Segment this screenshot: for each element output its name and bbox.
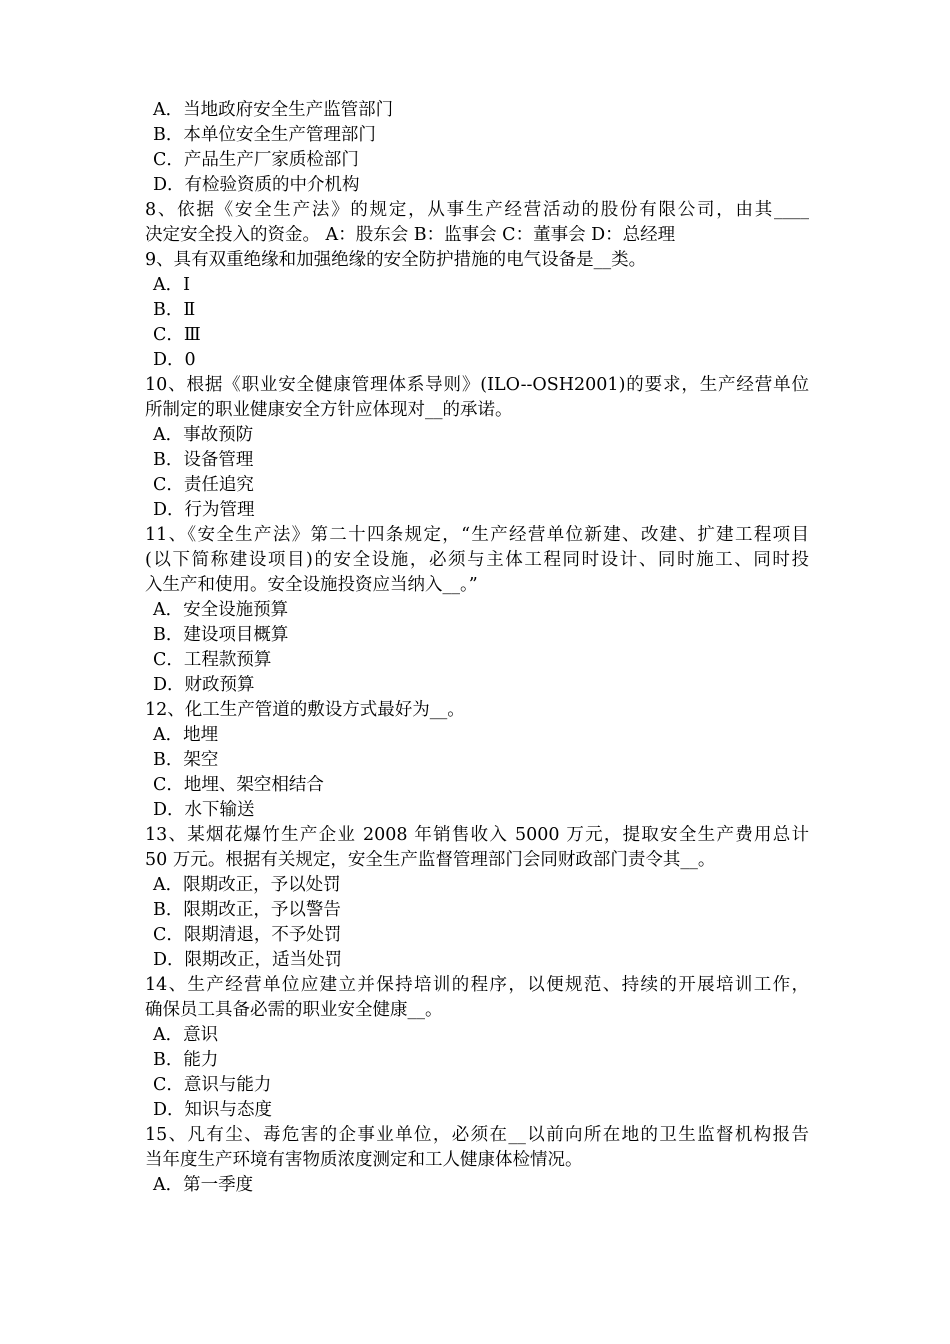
answer-option: D．有检验资质的中介机构 <box>153 175 360 195</box>
answer-option: A．地埋 <box>153 725 219 745</box>
answer-option: A．事故预防 <box>153 425 254 445</box>
answer-option: C．Ⅲ <box>153 325 201 345</box>
question-text: 所制定的职业健康安全方针应体现对__的承诺。 <box>145 400 513 420</box>
question-text: 9、具有双重绝缘和加强绝缘的安全防护措施的电气设备是__类。 <box>145 250 647 270</box>
answer-option: D．财政预算 <box>153 675 255 695</box>
question-text: 14、生产经营单位应建立并保持培训的程序，以便规范、持续的开展培训工作， <box>145 975 809 995</box>
answer-option: B．限期改正，予以警告 <box>153 900 341 920</box>
answer-option: C．产品生产厂家质检部门 <box>153 150 359 170</box>
question-text: 10、根据《职业安全健康管理体系导则》(ILO--OSH2001)的要求，生产经营单位 <box>145 375 809 395</box>
exam-text <box>145 98 809 1198</box>
answer-option: C．地埋、架空相结合 <box>153 775 324 795</box>
question-text: 50 万元。根据有关规定，安全生产监督管理部门会同财政部门责令其__。 <box>145 850 716 870</box>
answer-option: A．限期改正，予以处罚 <box>153 875 341 895</box>
answer-option: A．意识 <box>153 1025 219 1045</box>
question-text: 确保员工具备必需的职业安全健康__。 <box>145 1000 443 1020</box>
answer-option: A．当地政府安全生产监管部门 <box>153 100 394 120</box>
question-text: 11、《安全生产法》第二十四条规定，“生产经营单位新建、改建、扩建工程项目 <box>145 525 809 545</box>
answer-option: C．责任追究 <box>153 475 254 495</box>
question-text: 8、依据《安全生产法》的规定，从事生产经营活动的股份有限公司，由其____ <box>145 200 809 220</box>
answer-option: B．本单位安全生产管理部门 <box>153 125 376 145</box>
question-text: 15、凡有尘、毒危害的企事业单位，必须在__以前向所在地的卫生监督机构报告 <box>145 1125 809 1145</box>
answer-option: B．建设项目概算 <box>153 625 289 645</box>
answer-option: B．能力 <box>153 1050 219 1070</box>
question-text: 12、化工生产管道的敷设方式最好为__。 <box>145 700 465 720</box>
answer-option: A．Ⅰ <box>153 275 191 295</box>
answer-option: D．限期改正，适当处罚 <box>153 950 343 970</box>
answer-option: C．意识与能力 <box>153 1075 272 1095</box>
question-text: 当年度生产环境有害物质浓度测定和工人健康体检情况。 <box>145 1150 583 1170</box>
answer-option: B．架空 <box>153 750 219 770</box>
question-text: (以下简称建设项目)的安全设施，必须与主体工程同时设计、同时施工、同时投 <box>145 550 809 570</box>
answer-option: B．设备管理 <box>153 450 254 470</box>
answer-option: C．限期清退，不予处罚 <box>153 925 342 945</box>
question-text: 决定安全投入的资金。 A：股东会 B：监事会 C：董事会 D：总经理 <box>145 225 676 245</box>
question-text: 入生产和使用。安全设施投资应当纳入__。” <box>145 575 478 595</box>
answer-option: D．行为管理 <box>153 500 255 520</box>
answer-option: B．Ⅱ <box>153 300 196 320</box>
answer-option: A．安全设施预算 <box>153 600 289 620</box>
answer-option: A．第一季度 <box>153 1175 254 1195</box>
answer-option: D．0 <box>153 350 196 370</box>
question-text: 13、某烟花爆竹生产企业 2008 年销售收入 5000 万元，提取安全生产费用总计 <box>145 825 809 845</box>
answer-option: C．工程款预算 <box>153 650 272 670</box>
answer-option: D．水下输送 <box>153 800 255 820</box>
answer-option: D．知识与态度 <box>153 1100 273 1120</box>
